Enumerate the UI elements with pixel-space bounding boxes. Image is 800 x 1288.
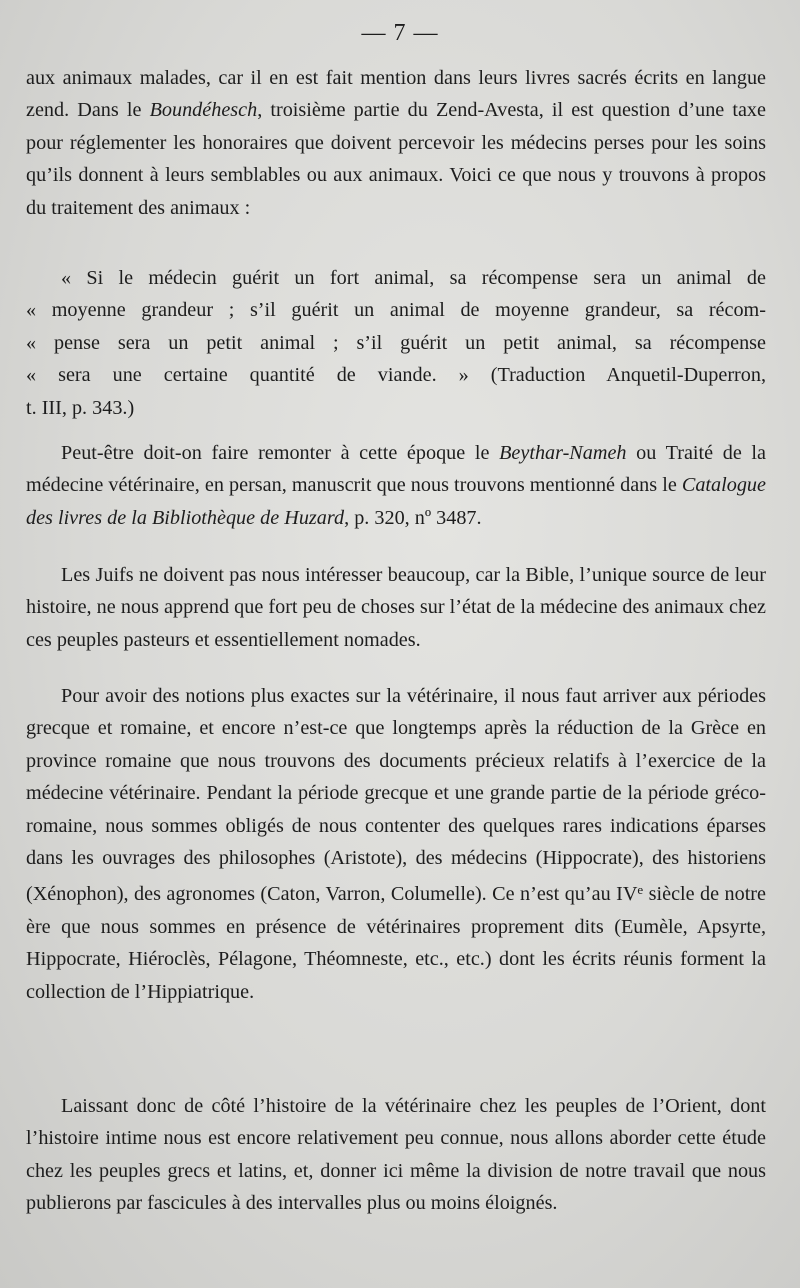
paragraph-2-end: , p. 320, nº 3487. <box>344 506 482 529</box>
quote-line: t. III, p. 343.) <box>26 396 135 419</box>
paragraph-1-text: aux animaux malades, car il en est fait mention dans leurs livres sacrés écrits en langue zend. Dans le <box>26 67 766 122</box>
paragraph-4 <box>26 680 766 1008</box>
quote-line: « sera une certaine quantité de viande. » (Traduction Anquetil-Duperron, <box>26 364 766 387</box>
paragraph-2-italic-title: Beythar-Nameh <box>499 442 627 464</box>
paragraph-2-middle: ou Traité de la médecine vétérinaire, en persan, manuscrit que nous trouvons mentionné dans le <box>26 442 766 497</box>
paragraph-1-italic: Boundéhesch <box>149 99 258 122</box>
paragraph-2-text: Peut-être doit-on faire remonter à cette époque le <box>61 442 500 464</box>
paragraph-2 <box>26 437 766 534</box>
quote-line: « moyenne grandeur ; s’il guérit un animal de moyenne grandeur, sa récom- <box>26 299 766 322</box>
paragraph-5 <box>26 1090 766 1220</box>
century-superscript: e <box>637 882 644 898</box>
quote-line: « pense sera un petit animal ; s’il guérit un petit animal, sa récompense <box>26 331 766 354</box>
paragraph-3 <box>26 559 766 656</box>
century-numeral: IV <box>616 883 638 906</box>
paragraph-1 <box>26 62 766 224</box>
paragraph-2-italic-catalogue: Catalogue des livres de la Bibliothèque de Huzard <box>26 474 766 529</box>
paragraph-1-rest: , troisième partie du Zend-Avesta, il est question d’une taxe pour réglementer les honoraires que doivent percevoir les médecins perses pour les soins qu’ils donnent à leurs semblables ou aux animaux. Voici ce que nous y trouvons à propos du traitement des animaux : <box>26 99 766 219</box>
paragraph-4-text: Pour avoir des notions plus exactes sur la vétérinaire, il nous faut arriver aux périodes grecque et romaine, et encore n’est-ce que longtemps après la réduction de la Grèce en province romaine que nous trouvons des documents précieux relatifs à l’exercice de la médecine vétérinaire. Pendant la période grecque et une grande partie de la période gréco-romaine, nous sommes obligés de nous contenter des quelques rares indications éparses dans les ouvrages des philosophes (Aristote), des médecins (Hippocrate), des historiens (Xénophon), des agronomes (Caton, Varron, Columelle). Ce n’est qu’au <box>26 685 766 906</box>
paragraph-5-text: Laissant donc de côté l’histoire de la vétérinaire chez les peuples de l’Orient, dont l’histoire intime nous est encore relativement peu connue, nous allons aborder cette étude chez les peuples grecs et latins, et, donner ici même la division de notre travail que nous publierons par fascicules à des intervalles plus ou moins éloignés. <box>26 1095 766 1215</box>
paragraph-3-text: Les Juifs ne doivent pas nous intéresser beaucoup, car la Bible, l’unique source de leur histoire, ne nous apprend que fort peu de choses sur l’état de la médecine des animaux chez ces peuples pasteurs et essentiellement nomades. <box>26 564 766 651</box>
paragraph-4-rest: siècle de notre ère que nous sommes en présence de vétérinaires proprement dits (Eumèle, Apsyrte, Hippocrate, Hiéroclès, Pélagone, Théomneste, etc., etc.) dont les écrits réunis forment la collection de l’Hippiatrique. <box>26 883 766 1003</box>
quote-block <box>26 262 766 424</box>
page-number: — 7 — <box>361 20 439 46</box>
quote-line: « Si le médecin guérit un fort animal, sa récompense sera un animal de <box>61 267 766 289</box>
